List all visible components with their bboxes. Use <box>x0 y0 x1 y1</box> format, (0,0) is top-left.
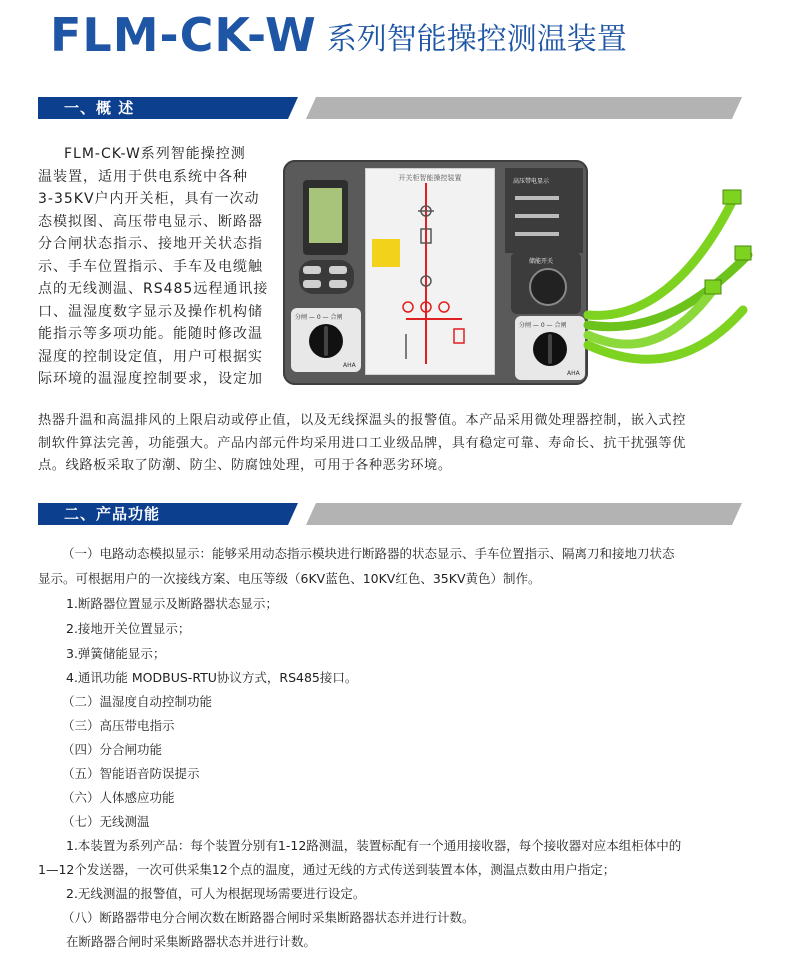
knob-icon <box>533 332 567 366</box>
function-line: 4.通讯功能 MODBUS-RTU协议方式，RS485接口。 <box>66 670 358 685</box>
indicator-label: 高压带电显示 <box>513 178 550 185</box>
function-line: 1.本装置为系列产品：每个装置分别有1-12路测温，装置标配有一个通用接收器，每个接收器对应本组柜体中的 <box>66 838 682 853</box>
overview-paragraph-narrow <box>38 143 278 391</box>
function-line: 显示。可根据用户的一次接线方案、电压等级（6KV蓝色、10KV红色、35KV黄色）制作。 <box>38 571 541 586</box>
overview-line: 湿度的控制设定值，用户可根据实 <box>38 348 263 365</box>
function-line: （三）高压带电指示 <box>62 718 175 733</box>
function-line: （五）智能语音防误提示 <box>62 766 200 781</box>
knob-icon <box>309 324 343 358</box>
overview-line: 态模拟图、高压带电显示、断路器 <box>38 213 263 230</box>
overview-line: 示、手车位置指示、手车及电缆触 <box>38 258 263 275</box>
lcd-display <box>303 180 348 255</box>
overview-line: 点。线路板采取了防潮、防尘、防腐蚀处理，可用于各种恶劣环境。 <box>38 458 452 473</box>
section-title-overview: 一、概 述 <box>64 99 135 117</box>
device-panel <box>283 160 588 385</box>
mimic-diagram <box>365 168 495 375</box>
keypad-icon <box>299 260 354 294</box>
section-header-functions <box>38 503 742 525</box>
function-line: （七）无线测温 <box>62 814 150 829</box>
overview-line: 点的无线测温、RS485远程通讯接 <box>38 281 269 297</box>
overview-line: 3-35KV户内开关柜，具有一次动 <box>38 191 260 207</box>
function-line: 2.无线测温的报警值，可人为根据现场需要进行设定。 <box>66 886 366 901</box>
function-line: （一）电路动态模拟显示：能够采用动态指示模块进行断路器的状态显示、手车位置指示、隔离刀和接地刀状态 <box>62 546 675 561</box>
function-line: （四）分合闸功能 <box>62 742 163 757</box>
right-switch-label: 分闸 — 0 — 合闸 <box>519 322 567 329</box>
model-name: FLM-CK-W <box>50 8 317 62</box>
overview-line: 制软件算法完善，功能强大。产品内部元件均采用进口工业级品牌，具有稳定可靠、寿命长、抗干扰强等优 <box>38 435 687 451</box>
dial-icon <box>529 268 567 306</box>
function-line: 1.断路器位置显示及断路器状态显示； <box>66 596 278 611</box>
rotary-label: 储能开关 <box>529 258 554 265</box>
energy-storage-switch <box>511 252 581 314</box>
right-selector-switch <box>515 316 585 380</box>
overview-line: 温装置，适用于供电系统中各种 <box>38 168 248 185</box>
overview-line: 口、温湿度数字显示及操作机构储 <box>38 303 263 320</box>
title-subtitle: 系列智能操控测温装置 <box>326 22 627 57</box>
overview-line: 能指示等多项功能。能随时修改温 <box>38 326 263 342</box>
function-line: 在断路器合闸时采集断路器状态并进行计数。 <box>66 934 317 949</box>
single-line-diagram-icon <box>366 169 494 374</box>
overview-line: FLM-CK-W系列智能操控测 <box>64 146 246 162</box>
overview-line: 际环境的温湿度控制要求，设定加 <box>38 371 263 387</box>
section-title-functions: 二、产品功能 <box>64 505 161 523</box>
mimic-title: 开关柜智能操控装置 <box>398 174 462 182</box>
left-selector-switch <box>291 308 361 372</box>
knob-brand-left: AHA <box>343 362 356 369</box>
indicator-strip <box>505 168 583 253</box>
wireless-sensor-cables-icon <box>583 160 753 385</box>
function-line: 1—12个发送器，一次可供采集12个点的温度，通过无线的方式传送到装置本体，测温点数由用户指定； <box>38 862 616 877</box>
section-header-overview <box>38 97 742 119</box>
function-line: （六）人体感应功能 <box>62 790 175 805</box>
device-illustration <box>283 160 753 385</box>
left-switch-label: 分闸 — 0 — 合闸 <box>295 314 343 321</box>
overview-line: 热器升温和高温排风的上限启动或停止值，以及无线探温头的报警值。本产品采用微处理器控制，嵌入式控 <box>38 413 687 428</box>
section-bar-gray <box>306 97 742 119</box>
function-line: （二）温湿度自动控制功能 <box>62 694 213 709</box>
overview-paragraph-wide <box>38 410 758 478</box>
function-line: 3.弹簧储能显示； <box>66 646 166 661</box>
section-bar-gray <box>306 503 742 525</box>
function-line: （八）断路器带电分合闸次数在断路器合闸时采集断路器状态并进行计数。 <box>62 910 475 925</box>
overview-line: 分合闸状态指示、接地开关状态指 <box>38 236 263 252</box>
page-title <box>50 8 627 78</box>
function-line: 2.接地开关位置显示； <box>66 621 191 636</box>
knob-brand-right: AHA <box>567 370 580 377</box>
